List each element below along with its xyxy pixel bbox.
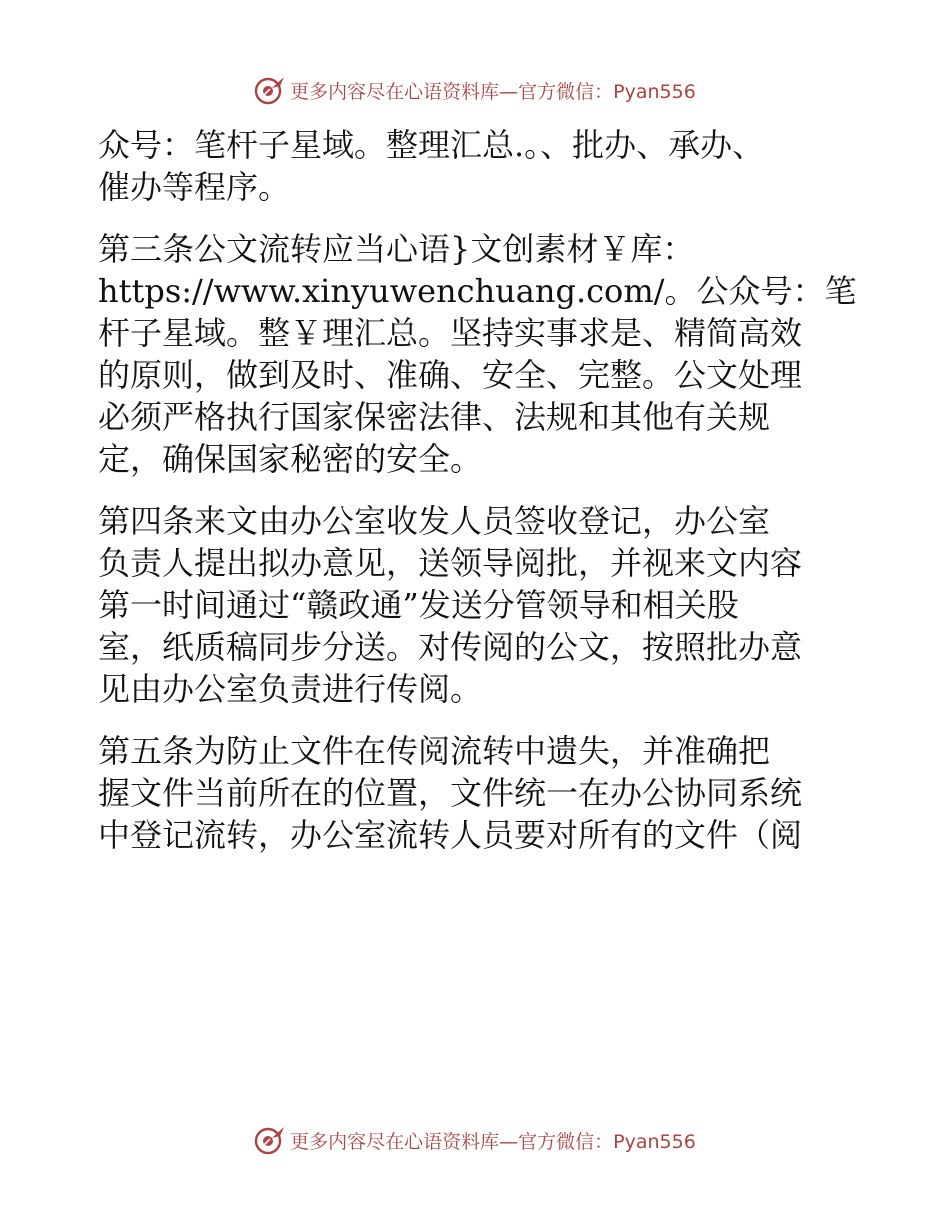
paragraph-article-3 (98, 228, 858, 480)
text-line: 见由办公室负责进行传阅。 (98, 670, 483, 708)
text-line: 催办等程序。 (98, 168, 291, 206)
paragraph-gap (98, 208, 858, 228)
quill-logo-icon (254, 1124, 286, 1156)
banner-text: 更多内容尽在心语资料库—官方微信：Pyan556 (290, 80, 696, 103)
text-line: 的原则，做到及时、准确、安全、完整。公文处理 (98, 356, 803, 394)
text-line: 握文件当前所在的位置，文件统一在办公协同系统 (98, 774, 803, 812)
quill-logo-icon (254, 74, 286, 106)
paragraph-article-5 (98, 730, 858, 856)
text-line: 第五条为防止文件在传阅流转中遗失，并准确把 (98, 732, 771, 770)
text-line: 第三条公文流转应当心语}文创素材￥库： (98, 230, 695, 268)
text-line: 中登记流转，办公室流转人员要对所有的文件（阅 (98, 816, 803, 854)
paragraph-gap (98, 480, 858, 500)
text-line: 定，确保国家秘密的安全。 (98, 440, 483, 478)
paragraph-p-continued (98, 124, 858, 208)
footer-banner (0, 1120, 950, 1160)
text-line: https://www.xinyuwenchuang.com/。公众号：笔 (98, 272, 857, 310)
text-line: 负责人提出拟办意见，送领导阅批，并视来文内容 (98, 544, 803, 582)
header-banner (0, 70, 950, 110)
paragraph-article-4 (98, 500, 858, 710)
document-body (98, 124, 858, 856)
text-line: 众号：笔杆子星域。整理汇总.。、批办、承办、 (98, 126, 765, 164)
banner-text: 更多内容尽在心语资料库—官方微信：Pyan556 (290, 1130, 696, 1153)
text-line: 室，纸质稿同步分送。对传阅的公文，按照批办意 (98, 628, 803, 666)
text-line: 第一时间通过“赣政通”发送分管领导和相关股 (98, 586, 739, 624)
text-line: 第四条来文由办公室收发人员签收登记，办公室 (98, 502, 771, 540)
text-line: 必须严格执行国家保密法律、法规和其他有关规 (98, 398, 771, 436)
paragraph-gap (98, 710, 858, 730)
text-line: 杆子星域。整￥理汇总。坚持实事求是、精简高效 (98, 314, 803, 352)
